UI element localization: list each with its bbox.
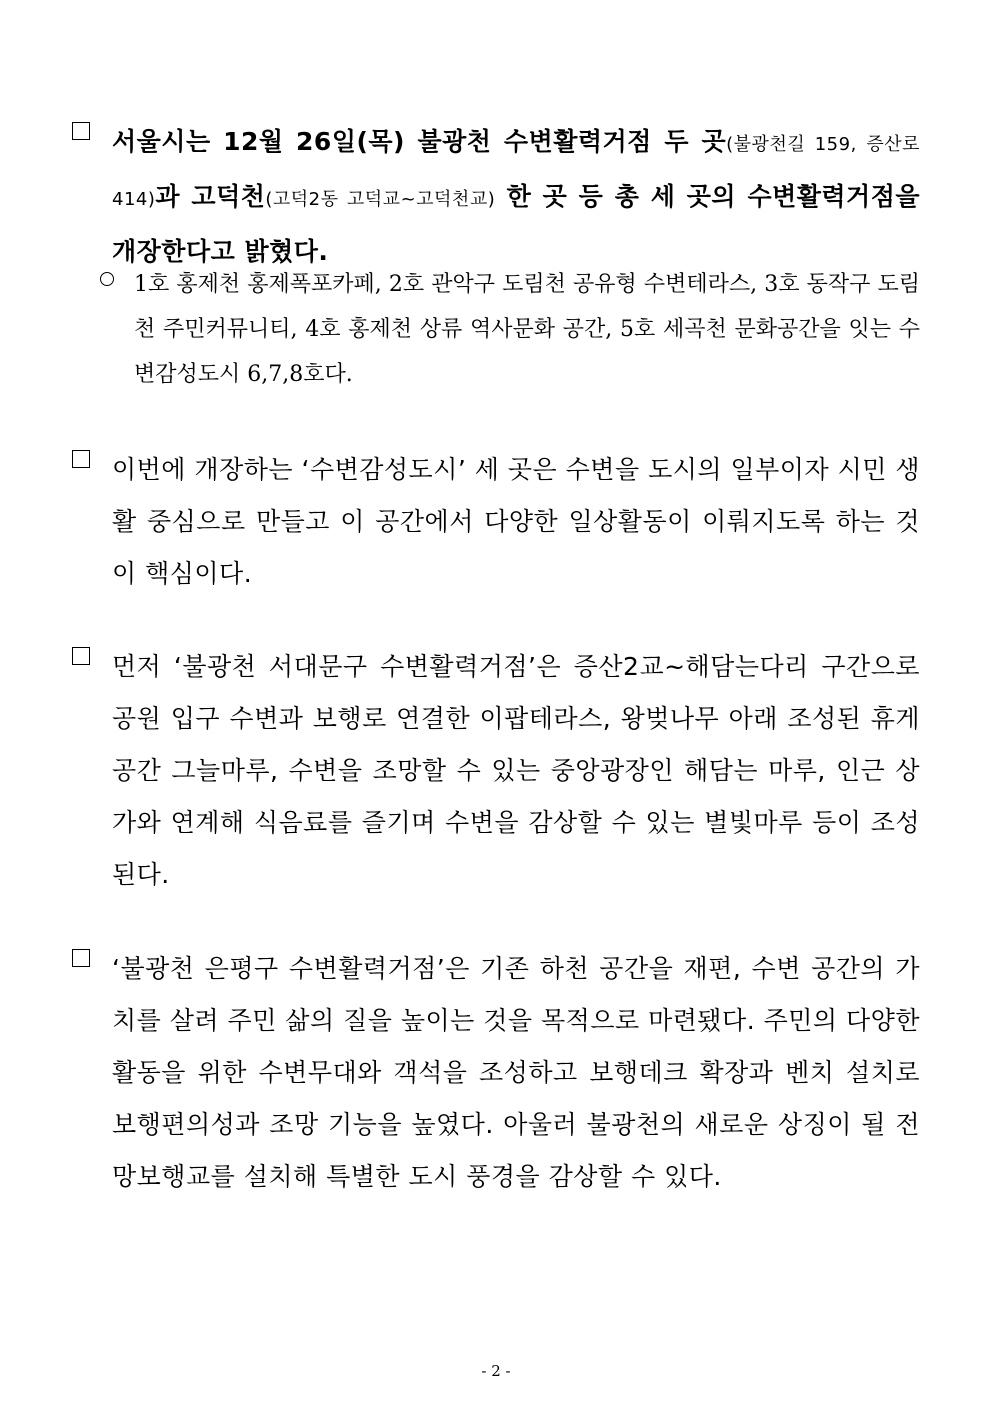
p1-and: 과: [155, 182, 192, 211]
checkbox-bullet-icon: [72, 122, 90, 140]
circle-bullet-icon: [100, 272, 114, 286]
paragraph-4: [72, 943, 920, 1203]
paragraph-3-text: 먼저 ‘불광천 서대문구 수변활력거점’은 증산2교~해담는다리 구간으로 공원 입구 수변과 보행로 연결한 이팝테라스, 왕벚나무 아래 조성된 휴게공간 그늘마루, 수변을 조망할 수 있는 중앙광장인 해담는 마루, 인근 상가와 연계해 식음료를 즐기며 수변을 감상할 수 있는 별빛마루 등이 조성된다.: [112, 652, 920, 889]
checkbox-bullet-icon: [72, 450, 90, 468]
paragraph-1-text: [112, 116, 920, 278]
p1-godeok-location: (고덕2동 고덕교~고덕천교): [265, 189, 496, 210]
p1-lead: 서울시는 12월 26일(목) 불광천 수변활력거점: [112, 127, 665, 156]
p1-addresses: (불광천길 159, 증산로 414): [112, 134, 920, 210]
p1-tail: 한 곳 등 총 세 곳의 수변활력거점을 개장한다고 밝혔다.: [112, 182, 920, 266]
paragraph-4-text: ‘불광천 은평구 수변활력거점’은 기존 하천 공간을 재편, 수변 공간의 가치를 살려 주민 삶의 질을 높이는 것을 목적으로 마련됐다. 주민의 다양한 활동을 위한 수변무대와 객석을 조성하고 보행데크 확장과 벤치 설치로 보행편의성과 조망 기능을 높였다. 아울러 불광천의 새로운 상징이 될 전망보행교를 설치해 특별한 도시 풍경을 감상할 수 있다.: [112, 954, 920, 1191]
p1-two-places: 두 곳: [664, 127, 727, 156]
paragraph-2: [72, 444, 920, 600]
paragraph-3: [72, 641, 920, 901]
page-number: - 2 -: [481, 1362, 511, 1380]
p1-godeokcheon: 고덕천: [191, 182, 266, 211]
checkbox-bullet-icon: [72, 949, 90, 967]
checkbox-bullet-icon: [72, 647, 90, 665]
paragraph-2-text: 이번에 개장하는 ‘수변감성도시’ 세 곳은 수변을 도시의 일부이자 시민 생활 중심으로 만들고 이 공간에서 다양한 일상활동이 이뤄지도록 하는 것이 핵심이다.: [112, 455, 920, 588]
paragraph-1: [72, 116, 920, 278]
sub-item: [100, 262, 920, 397]
sub-item-text: 1호 홍제천 홍제폭포카페, 2호 관악구 도림천 공유형 수변테라스, 3호 동작구 도림천 주민커뮤니티, 4호 홍제천 상류 역사문화 공간, 5호 세곡천 문화공간을 잇는 수변감성도시 6,7,8호다.: [134, 272, 920, 387]
